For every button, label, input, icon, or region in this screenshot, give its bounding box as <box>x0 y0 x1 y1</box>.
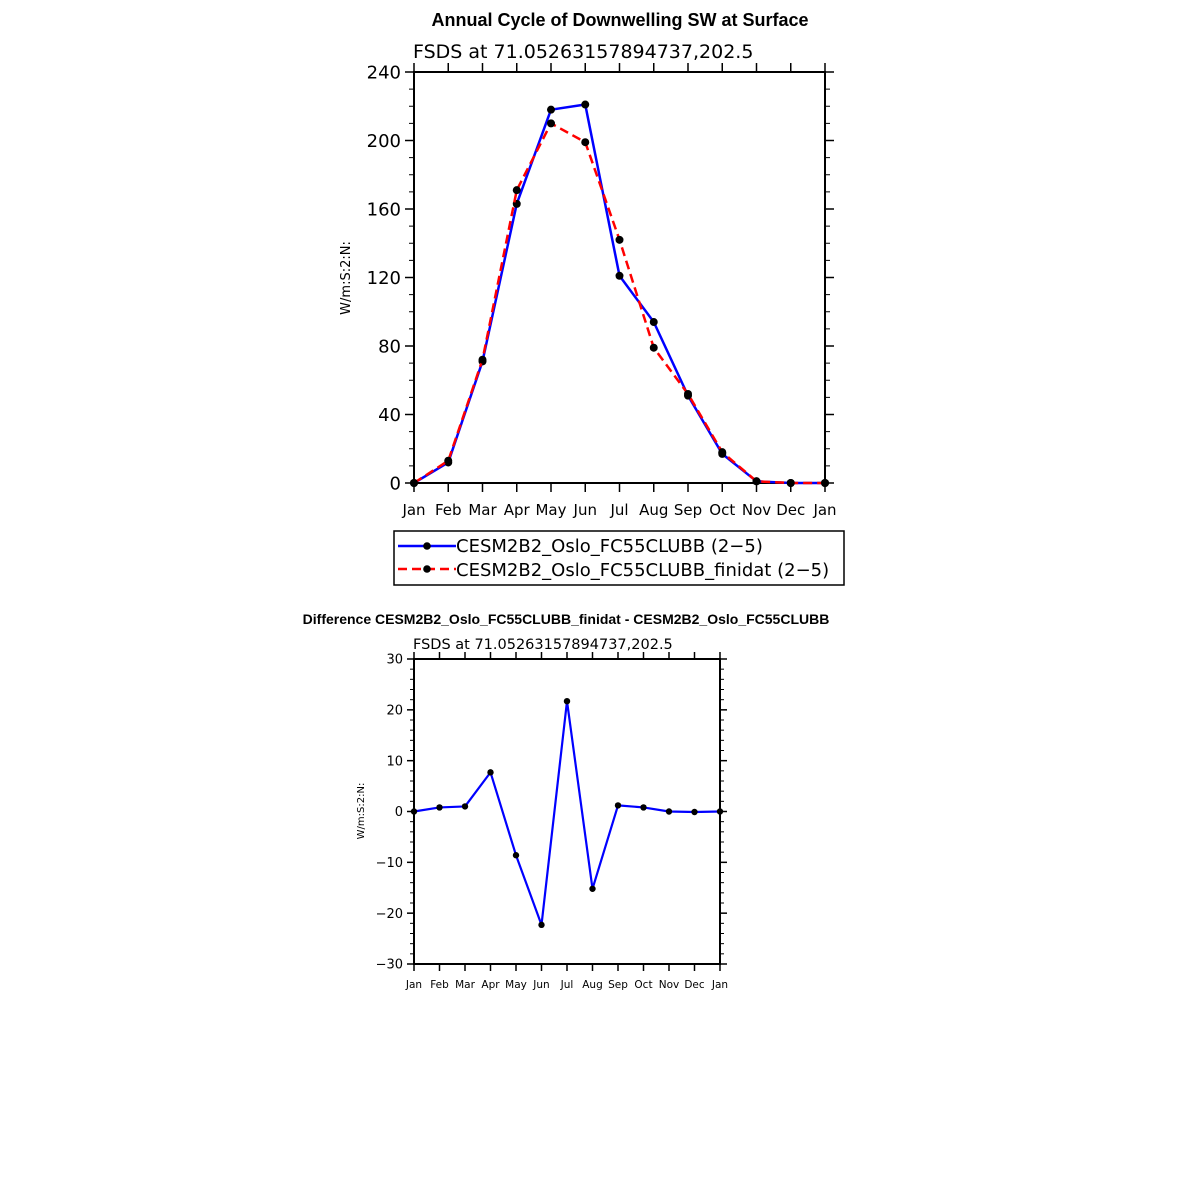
series-point <box>616 272 624 280</box>
x-tick-label: Oct <box>634 979 653 991</box>
series-point <box>666 808 672 814</box>
series-point <box>547 106 555 114</box>
x-tick-label: May <box>535 501 567 519</box>
x-tick-label: Mar <box>468 501 497 519</box>
legend-label-blue: CESM2B2_Oslo_FC55CLUBB (2−5) <box>456 536 763 557</box>
x-tick-label: Jan <box>402 501 426 519</box>
series-point <box>684 390 692 398</box>
x-tick-label: Dec <box>684 979 705 991</box>
x-tick-label: Jul <box>560 979 574 991</box>
chart-2-title: Difference CESM2B2_Oslo_FC55CLUBB_finidat - CESM2B2_Oslo_FC55CLUBB <box>302 611 830 627</box>
chart-1-legend <box>394 531 844 585</box>
series-point <box>787 479 795 487</box>
y-tick-label: 120 <box>366 267 401 289</box>
series-point <box>436 804 442 810</box>
x-tick-label: Dec <box>776 501 806 519</box>
series-point <box>821 479 829 487</box>
x-tick-label: Jul <box>610 501 629 519</box>
chart-1-y-axis-label: W/m:S:2:N: <box>339 241 354 315</box>
series-point <box>640 804 646 810</box>
x-tick-label: May <box>505 979 527 991</box>
series-point <box>564 698 570 704</box>
series-point <box>444 457 452 465</box>
series-point <box>513 852 519 858</box>
series-point <box>615 802 621 808</box>
x-tick-label: Mar <box>455 979 475 991</box>
x-tick-label: Aug <box>582 979 603 991</box>
x-tick-label: Jun <box>533 979 550 991</box>
x-tick-label: Feb <box>430 979 449 991</box>
x-tick-label: Sep <box>673 501 703 519</box>
chart-1-title: Annual Cycle of Downwelling SW at Surface <box>431 10 809 30</box>
series-point <box>753 477 761 485</box>
x-tick-label: Sep <box>608 979 628 991</box>
series-point <box>650 318 658 326</box>
y-tick-label: −10 <box>375 856 403 872</box>
y-tick-label: −20 <box>375 906 403 922</box>
x-tick-label: Jan <box>405 979 423 991</box>
series-point <box>589 886 595 892</box>
legend-marker-red <box>423 565 431 573</box>
chart-1-subtitle: FSDS at 71.05263157894737,202.5 <box>413 41 754 63</box>
x-tick-label: Apr <box>481 979 500 991</box>
series-point <box>691 809 697 815</box>
series-point <box>717 808 723 814</box>
y-tick-label: 10 <box>386 754 403 770</box>
series-point <box>411 808 417 814</box>
series-point <box>479 356 487 364</box>
y-tick-label: 200 <box>366 130 401 152</box>
series-point <box>462 803 468 809</box>
x-tick-label: Aug <box>639 501 669 519</box>
series-point <box>581 138 589 146</box>
y-tick-label: 0 <box>389 473 401 495</box>
legend-marker-blue <box>423 542 431 550</box>
x-tick-label: Jan <box>813 501 837 519</box>
x-tick-label: Nov <box>658 979 680 991</box>
chart-2-subtitle: FSDS at 71.05263157894737,202.5 <box>413 637 673 653</box>
y-tick-label: 0 <box>394 805 403 821</box>
x-tick-label: Nov <box>741 501 772 519</box>
series-point <box>487 769 493 775</box>
y-tick-label: 80 <box>378 336 401 358</box>
legend-label-red: CESM2B2_Oslo_FC55CLUBB_finidat (2−5) <box>456 560 830 581</box>
y-tick-label: 40 <box>378 404 401 426</box>
y-tick-label: 20 <box>386 703 403 719</box>
chart-2-y-axis-label: W/m:S:2:N: <box>356 782 367 840</box>
x-tick-label: Apr <box>503 501 530 519</box>
y-tick-label: 160 <box>366 199 401 221</box>
series-point <box>547 119 555 127</box>
series-point <box>718 448 726 456</box>
series-point <box>616 236 624 244</box>
y-tick-label: 240 <box>366 62 401 84</box>
y-tick-label: −30 <box>375 957 403 973</box>
x-tick-label: Feb <box>434 501 462 519</box>
series-point <box>410 479 418 487</box>
y-tick-label: 30 <box>386 652 403 668</box>
series-point <box>650 344 658 352</box>
series-point <box>538 922 544 928</box>
series-point <box>581 101 589 109</box>
series-point <box>513 186 521 194</box>
x-tick-label: Jun <box>573 501 597 519</box>
x-tick-label: Oct <box>709 501 736 519</box>
x-tick-label: Jan <box>711 979 729 991</box>
